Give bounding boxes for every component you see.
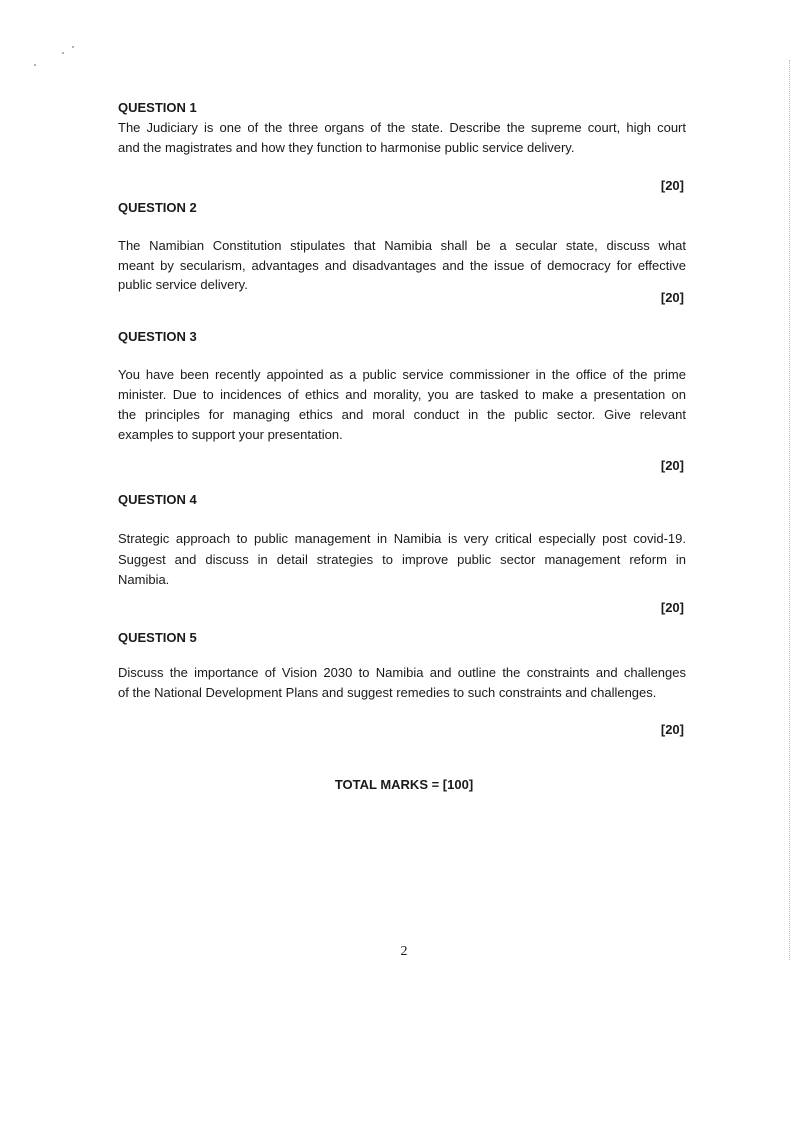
question-text-line: Strategic approach to public management in Namibia is very critical especially post covid-19. bbox=[118, 531, 686, 546]
question-marks: [20] bbox=[660, 290, 684, 305]
question-marks: [20] bbox=[660, 600, 684, 615]
question-text-line: Suggest and discuss in detail strategies to improve public sector management reform in bbox=[118, 551, 686, 567]
question-marks: [20] bbox=[660, 458, 684, 473]
question-heading: QUESTION 1 bbox=[118, 100, 197, 115]
question-text-line: public service delivery. bbox=[118, 277, 248, 292]
question-text-line: Namibia. bbox=[118, 572, 170, 587]
question-text-line: The Namibian Constitution stipulates that Namibia shall be a secular state, discuss what bbox=[118, 238, 686, 253]
question-marks: [20] bbox=[660, 722, 684, 737]
question-text-line: and the magistrates and how they function to harmonise public service delivery. bbox=[118, 140, 575, 155]
total-marks: TOTAL MARKS = [100] bbox=[334, 777, 474, 792]
question-text-line: You have been recently appointed as a public service commissioner in the office of the prime bbox=[118, 367, 686, 382]
question-text-line: examples to support your presentation. bbox=[118, 427, 343, 442]
scan-edge bbox=[789, 60, 791, 960]
question-text-line: Discuss the importance of Vision 2030 to Namibia and outline the constraints and challenges bbox=[118, 665, 686, 680]
page-number: 2 bbox=[400, 944, 408, 959]
question-marks: [20] bbox=[660, 178, 684, 193]
question-heading: QUESTION 3 bbox=[118, 329, 197, 344]
question-heading: QUESTION 2 bbox=[118, 200, 197, 215]
question-text-line: minister. Due to incidences of ethics and morality, you are tasked to make a presentation on bbox=[118, 387, 686, 402]
scan-speck bbox=[34, 64, 36, 66]
scan-speck bbox=[62, 52, 64, 54]
question-text-line: the principles for managing ethics and moral conduct in the public sector. Give relevant bbox=[118, 407, 686, 422]
question-text-line: of the National Development Plans and suggest remedies to such constraints and challenges. bbox=[118, 685, 657, 700]
question-text-line: meant by secularism, advantages and disadvantages and the issue of democracy for effective bbox=[118, 257, 686, 273]
scan-speck bbox=[72, 46, 74, 48]
question-heading: QUESTION 4 bbox=[118, 492, 197, 507]
question-heading: QUESTION 5 bbox=[118, 630, 197, 645]
question-text-line: The Judiciary is one of the three organs of the state. Describe the supreme court, high court bbox=[118, 120, 686, 135]
